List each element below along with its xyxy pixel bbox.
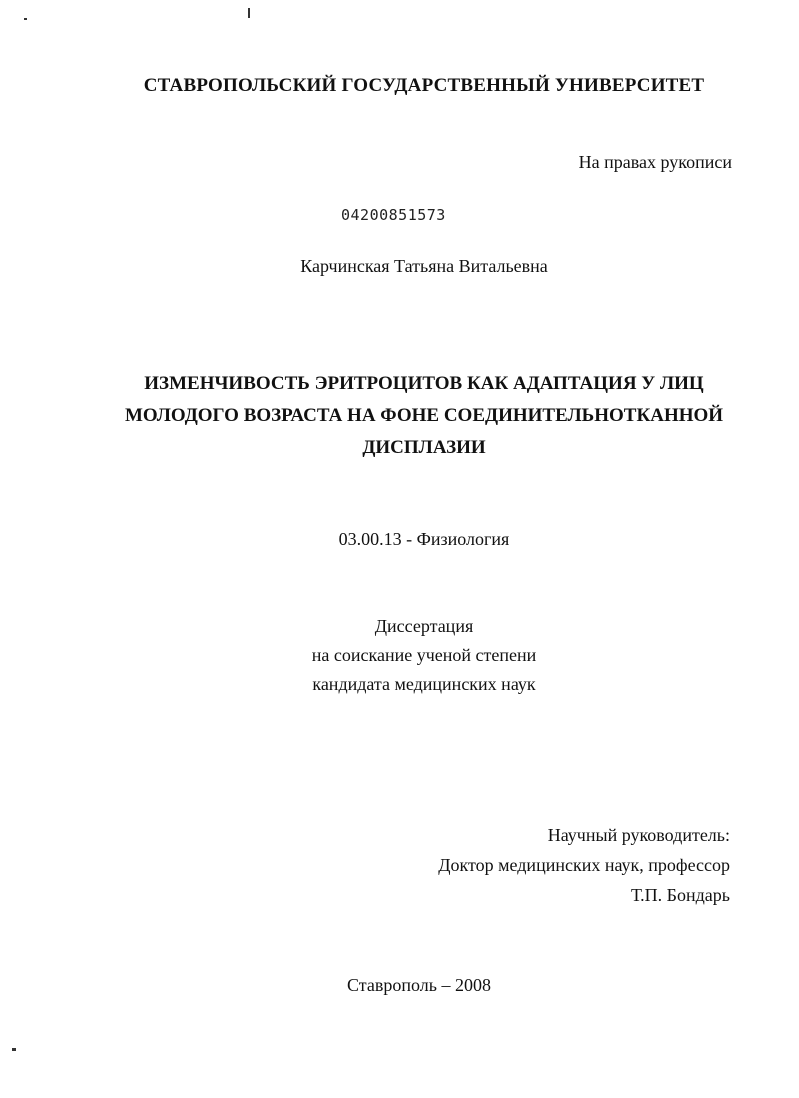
supervisor-name: Т.П. Бондарь	[630, 885, 730, 905]
degree-line: на соискание ученой степени	[311, 645, 537, 665]
scan-speck	[248, 8, 250, 18]
degree-line: Диссертация	[374, 616, 474, 636]
manuscript-rights-note: На правах рукописи	[578, 152, 732, 172]
university-name: СТАВРОПОЛЬСКИЙ ГОСУДАРСТВЕННЫЙ УНИВЕРСИТЕТ	[143, 75, 705, 96]
title-line: ДИСПЛАЗИИ	[362, 437, 486, 458]
library-stamp-number: 04200851573	[341, 206, 446, 224]
dissertation-title	[120, 368, 728, 464]
title-line: ИЗМЕНЧИВОСТЬ ЭРИТРОЦИТОВ КАК АДАПТАЦИЯ У ЛИЦ	[144, 373, 704, 394]
scan-speck	[24, 18, 27, 20]
supervisor-degree: Доктор медицинских наук, профессор	[438, 855, 730, 875]
city-year: Ставрополь – 2008	[347, 975, 491, 995]
author-name: Карчинская Татьяна Витальевна	[300, 256, 548, 276]
scan-speck	[12, 1048, 16, 1051]
degree-line: кандидата медицинских наук	[312, 674, 536, 694]
title-line: МОЛОДОГО ВОЗРАСТА НА ФОНЕ СОЕДИНИТЕЛЬНОТКАННОЙ	[124, 405, 724, 426]
specialty-code: 03.00.13 - Физиология	[338, 529, 510, 549]
supervisor-block	[438, 820, 730, 910]
supervisor-label: Научный руководитель:	[547, 825, 730, 845]
degree-description	[0, 612, 799, 699]
